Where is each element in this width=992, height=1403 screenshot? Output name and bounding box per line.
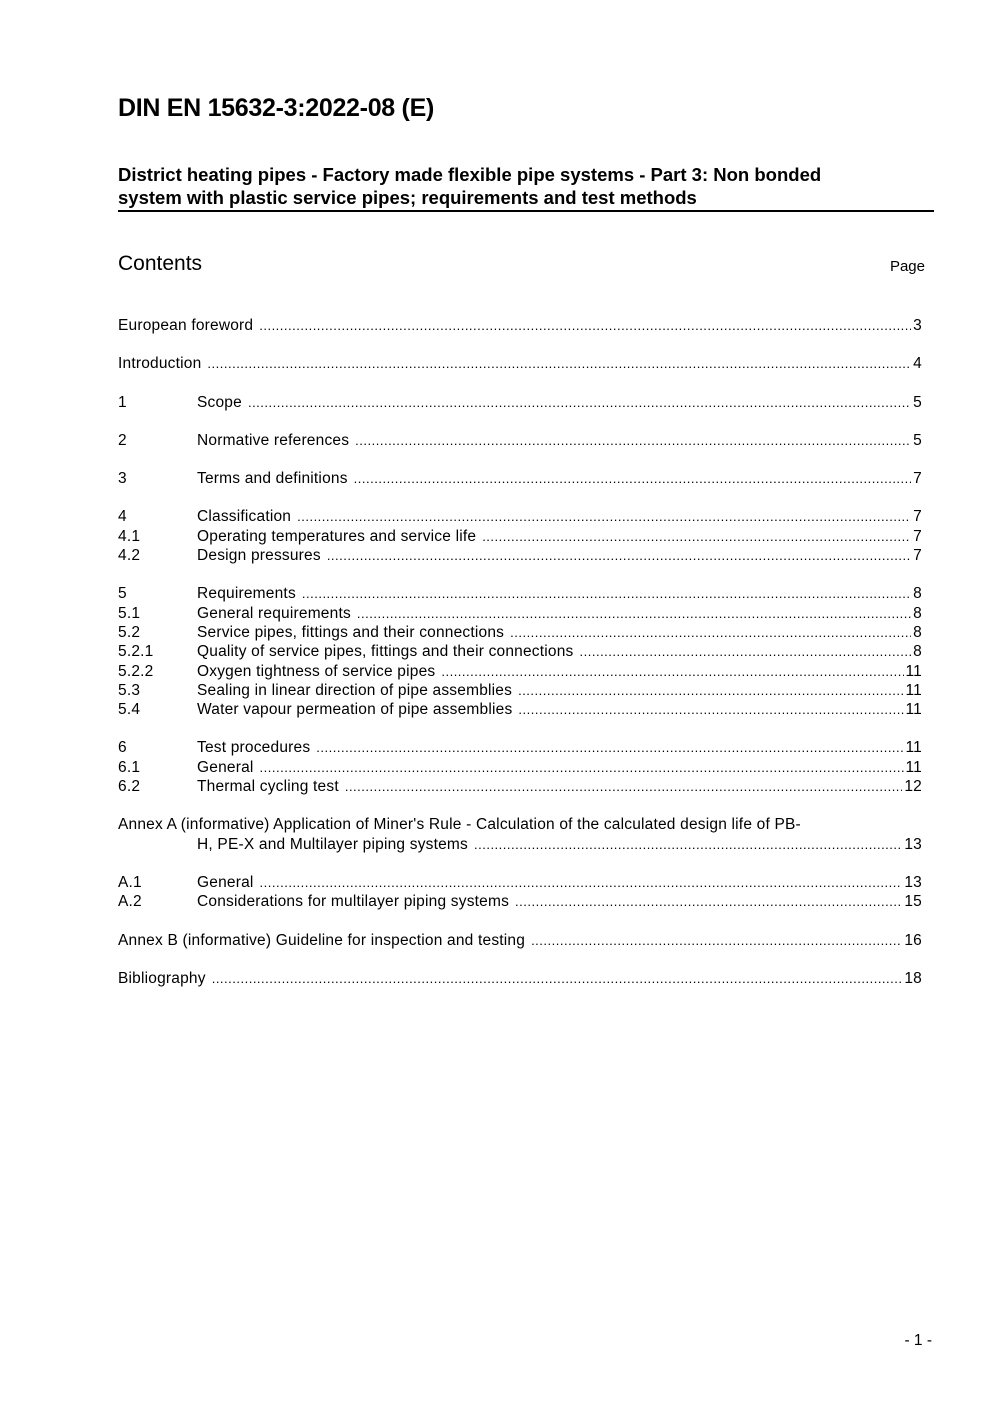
toc-dot-leader xyxy=(518,700,903,719)
toc-entry-text: Bibliography xyxy=(118,969,206,987)
toc-page-number: 8 xyxy=(913,643,922,661)
toc-entry-a-1[interactable] xyxy=(118,873,922,892)
toc-entry-3[interactable] xyxy=(118,469,922,488)
toc-entry-6-1[interactable] xyxy=(118,758,922,777)
toc-page-number: 7 xyxy=(913,470,922,488)
toc-entry-5-2-2[interactable] xyxy=(118,662,922,681)
toc-dot-leader xyxy=(260,758,904,777)
toc-page-number: 5 xyxy=(913,393,922,411)
title-line-2: system with plastic service pipes; requirements and test methods xyxy=(118,187,697,208)
toc-section-number: 6.1 xyxy=(118,758,141,776)
toc-page-number: 11 xyxy=(905,739,922,757)
toc-entry-text: Design pressures xyxy=(197,547,321,565)
toc-entry-text: Requirements xyxy=(197,585,296,603)
toc-entry-4[interactable] xyxy=(118,507,922,526)
toc-entry-a-2[interactable] xyxy=(118,892,922,911)
toc-page-number: 13 xyxy=(904,873,922,891)
toc-entry-annex-a-continued[interactable] xyxy=(118,835,922,854)
toc-entry-text: General xyxy=(197,873,254,891)
toc-dot-leader xyxy=(531,931,902,950)
toc-dot-leader xyxy=(316,738,903,757)
contents-heading: Contents xyxy=(118,252,203,275)
toc-section-number: 3 xyxy=(118,470,127,488)
toc-section-number: 6 xyxy=(118,739,127,757)
toc-entry-text: Test procedures xyxy=(197,739,311,757)
toc-entry-2[interactable] xyxy=(118,431,922,450)
toc-page-number: 15 xyxy=(904,893,922,911)
toc-page-number: 11 xyxy=(905,681,922,699)
toc-entry-text: Quality of service pipes, fittings and their connections xyxy=(197,643,574,661)
toc-entry-text: General requirements xyxy=(197,604,351,622)
toc-section-number: 4.1 xyxy=(118,527,141,545)
toc-section-number: 2 xyxy=(118,431,127,449)
toc-dot-leader xyxy=(345,777,903,796)
toc-dot-leader xyxy=(474,835,902,854)
toc-section-number: 4.2 xyxy=(118,547,141,565)
toc-entry-text: Operating temperatures and service life xyxy=(197,527,477,545)
toc-entry-text: General xyxy=(197,758,254,776)
toc-page-number: 16 xyxy=(904,931,922,949)
toc-section-number: A.1 xyxy=(118,873,142,891)
toc-entry-5-2[interactable] xyxy=(118,623,922,642)
toc-page-number: 7 xyxy=(913,527,922,545)
toc-entry-annex-a[interactable] xyxy=(118,815,922,834)
toc-dot-leader xyxy=(207,354,911,373)
document-title xyxy=(118,163,898,209)
toc-page-number: 8 xyxy=(913,623,922,641)
toc-page-number: 11 xyxy=(905,662,922,680)
toc-entry-annex-b[interactable] xyxy=(118,931,922,950)
toc-entry-text: Classification xyxy=(197,508,292,526)
title-underline xyxy=(118,210,934,212)
toc-dot-leader xyxy=(259,316,911,335)
toc-entry-text: Oxygen tightness of service pipes xyxy=(197,662,436,680)
toc-page-number: 5 xyxy=(913,431,922,449)
toc-dot-leader xyxy=(482,527,911,546)
toc-page-number: 12 xyxy=(904,778,922,796)
toc-page-number: 4 xyxy=(913,355,922,373)
toc-page-number: 13 xyxy=(904,835,922,853)
toc-entry-4-2[interactable] xyxy=(118,546,922,565)
toc-dot-leader xyxy=(518,681,903,700)
toc-entry-text: Sealing in linear direction of pipe assemblies xyxy=(197,681,513,699)
toc-entry-text: Scope xyxy=(197,393,242,411)
toc-page-number: 18 xyxy=(904,969,922,987)
toc-dot-leader xyxy=(302,584,911,603)
toc-entry-bibliography[interactable] xyxy=(118,969,922,988)
toc-dot-leader xyxy=(354,469,912,488)
toc-entry-5-4[interactable] xyxy=(118,700,922,719)
toc-entry-6[interactable] xyxy=(118,738,922,757)
toc-section-number: 5.3 xyxy=(118,681,141,699)
toc-entry-text: European foreword xyxy=(118,317,254,334)
toc-entry-5-1[interactable] xyxy=(118,604,922,623)
toc-section-number: 1 xyxy=(118,393,127,411)
toc-entry-text: Considerations for multilayer piping systems xyxy=(197,893,510,911)
toc-entry-foreword[interactable] xyxy=(118,316,922,335)
toc-dot-leader xyxy=(327,546,911,565)
toc-dot-leader xyxy=(357,604,911,623)
toc-entry-6-2[interactable] xyxy=(118,777,922,796)
title-line-1: District heating pipes - Factory made flexible pipe systems - Part 3: Non bonded xyxy=(118,164,822,185)
toc-entry-text: Thermal cycling test xyxy=(197,778,339,796)
toc-entry-text-continued: H, PE-X and Multilayer piping systems xyxy=(197,835,468,853)
toc-section-number: 5.1 xyxy=(118,604,141,622)
toc-dot-leader xyxy=(441,662,903,681)
toc-section-number: 5 xyxy=(118,585,127,603)
toc-section-number: 5.4 xyxy=(118,701,141,719)
toc-entry-introduction[interactable] xyxy=(118,354,922,373)
table-of-contents xyxy=(118,316,922,988)
toc-dot-leader xyxy=(510,623,911,642)
toc-entry-5-3[interactable] xyxy=(118,681,922,700)
toc-dot-leader xyxy=(260,873,903,892)
toc-entry-5-2-1[interactable] xyxy=(118,642,922,661)
toc-dot-leader xyxy=(248,393,911,412)
toc-dot-leader xyxy=(297,507,911,526)
toc-entry-text: Annex B (informative) Guideline for inspection and testing xyxy=(118,931,526,949)
toc-entry-text: Service pipes, fittings and their connections xyxy=(197,623,505,641)
toc-dot-leader xyxy=(580,642,912,661)
toc-dot-leader xyxy=(212,969,903,988)
toc-page-number: 11 xyxy=(905,758,922,776)
toc-dot-leader xyxy=(355,431,911,450)
toc-entry-text: Normative references xyxy=(197,431,350,449)
toc-section-number: 4 xyxy=(118,508,127,526)
page-number: - 1 - xyxy=(904,1332,932,1349)
toc-page-number: 3 xyxy=(913,317,922,334)
toc-entry-1[interactable] xyxy=(118,393,922,412)
toc-section-number: 6.2 xyxy=(118,778,141,796)
toc-page-number: 11 xyxy=(905,701,922,719)
toc-entry-text: Terms and definitions xyxy=(197,470,348,488)
toc-section-number: 5.2 xyxy=(118,623,141,641)
toc-entry-4-1[interactable] xyxy=(118,527,922,546)
toc-entry-text: Water vapour permeation of pipe assemblies xyxy=(197,701,513,719)
toc-entry-text: Annex A (informative) Application of Miner's Rule - Calculation of the calculated design life of PB- xyxy=(118,816,801,834)
toc-dot-leader xyxy=(515,892,902,911)
toc-entry-text: Introduction xyxy=(118,355,202,373)
toc-page-number: 7 xyxy=(913,547,922,565)
toc-section-number: 5.2.1 xyxy=(118,643,154,661)
document-id: DIN EN 15632-3:2022-08 (E) xyxy=(118,94,434,122)
toc-page-number: 8 xyxy=(913,585,922,603)
toc-page-number: 8 xyxy=(913,604,922,622)
toc-entry-5[interactable] xyxy=(118,584,922,603)
page-column-heading: Page xyxy=(889,258,925,275)
toc-section-number: A.2 xyxy=(118,893,142,911)
toc-page-number: 7 xyxy=(913,508,922,526)
toc-section-number: 5.2.2 xyxy=(118,662,154,680)
